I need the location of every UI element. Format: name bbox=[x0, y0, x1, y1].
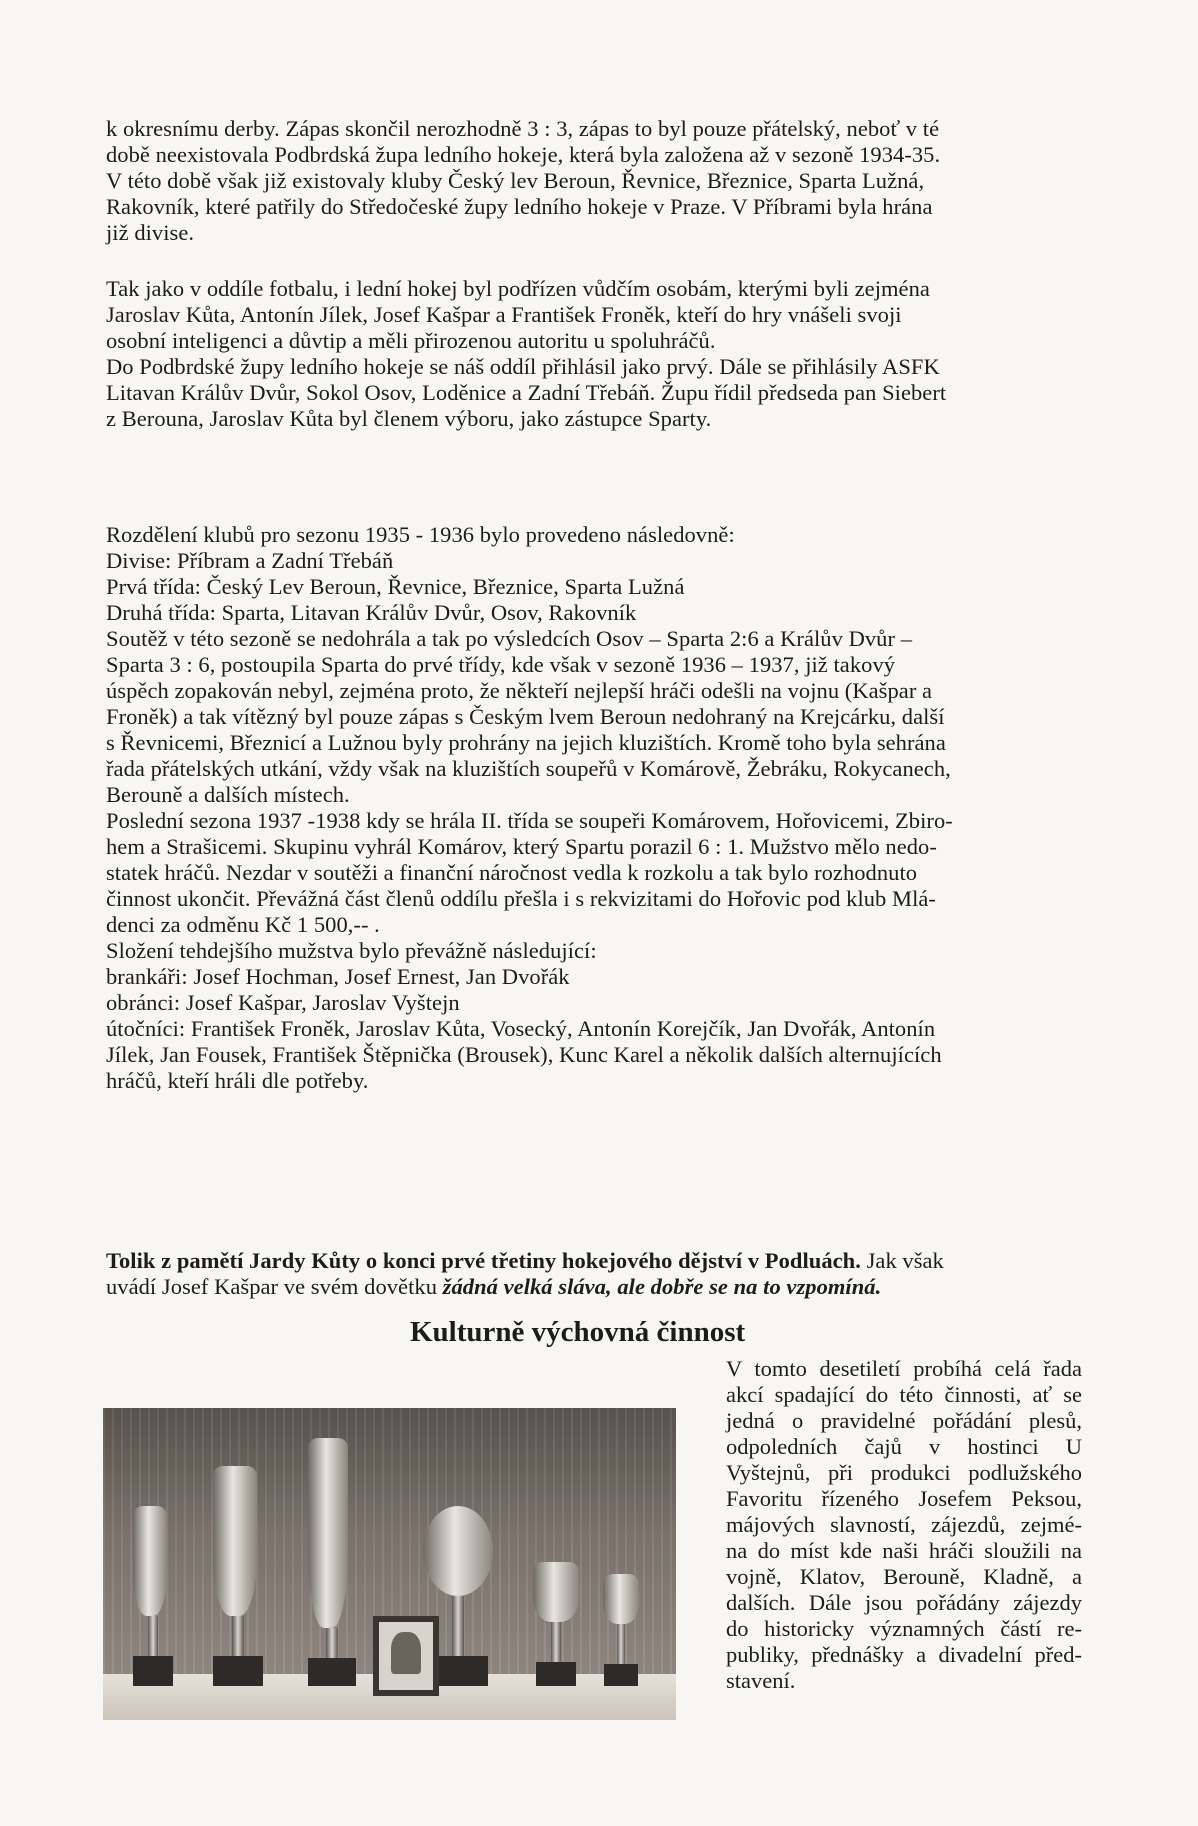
text-line bbox=[106, 1248, 1082, 1274]
trophy-image bbox=[603, 1574, 639, 1686]
text-line: řada přátelských utkání, vždy však na kluzištích soupeřů v Komárově, Žebráku, Rokycanech, bbox=[106, 756, 951, 781]
text-line: na do míst kde naši hráči sloužili na bbox=[726, 1538, 1082, 1563]
text-line: Froněk) a tak vítězný byl pouze zápas s Českým lvem Beroun nedohraný na Krejcárku, další bbox=[106, 704, 945, 729]
text-line: hem a Strašicemi. Skupinu vyhrál Komárov, který Spartu porazil 6 : 1. Mužstvo mělo nedo- bbox=[106, 834, 937, 859]
paragraph-intro bbox=[106, 116, 1082, 246]
text-line: Berouně a dalších místech. bbox=[106, 782, 350, 807]
text-line: Vyštejnů, při produkci podlužského bbox=[726, 1460, 1082, 1485]
closing-text: uvádí Josef Kašpar ve svém dovětku bbox=[106, 1274, 443, 1299]
text-line: Sparta 3 : 6, postoupila Sparta do prvé třídy, kde však v sezoně 1936 – 1937, již takový bbox=[106, 652, 896, 677]
text-line: obránci: Josef Kašpar, Jaroslav Vyštejn bbox=[106, 990, 460, 1015]
section-title: Kulturně výchovná činnost bbox=[410, 1316, 746, 1348]
text-line: době neexistovala Podbrdská župa ledního hokeje, která byla založena až v sezoně 1934-35. bbox=[106, 142, 941, 167]
text-line: denci za odměnu Kč 1 500,-- . bbox=[106, 912, 380, 937]
text-line: akcí spadající do této činnosti, ať se bbox=[726, 1382, 1082, 1407]
text-line: útočníci: František Froněk, Jaroslav Kůta, Vosecký, Antonín Korejčík, Jan Dvořák, Antonín bbox=[106, 1016, 936, 1041]
text-line: hráčů, kteří hráli dle potřeby. bbox=[106, 1068, 369, 1093]
text-line: Rozdělení klubů pro sezonu 1935 - 1936 bylo provedeno následovně: bbox=[106, 522, 735, 547]
text-line: k okresnímu derby. Zápas skončil nerozhodně 3 : 3, zápas to byl pouze přátelský, neboť v té bbox=[106, 116, 940, 141]
text-line: brankáři: Josef Hochman, Josef Ernest, Jan Dvořák bbox=[106, 964, 570, 989]
text-line: stavení. bbox=[726, 1668, 796, 1693]
text-line: úspěch zopakován nebyl, zejména proto, že někteří nejlepší hráči odešli na vojnu (Kašpar a bbox=[106, 678, 933, 703]
paragraph-leaders bbox=[106, 276, 1082, 432]
text-line: Litavan Králův Dvůr, Sokol Osov, Loděnice a Zadní Třebáň. Župu řídil předseda pan Siebert bbox=[106, 380, 947, 405]
text-line: publiky, přednášky a divadelní před- bbox=[726, 1642, 1082, 1667]
trophy-image bbox=[213, 1466, 263, 1686]
text-line: odpoledních čajů v hostinci U bbox=[726, 1434, 1082, 1459]
paragraph-seasons bbox=[106, 522, 1082, 1094]
text-line: činnost ukončit. Převážná část členů oddílu přešla i s rekvizitami do Hořovic pod klub Mlá- bbox=[106, 886, 936, 911]
closing-bold-lead: Tolik z pamětí Jardy Kůty o konci prvé třetiny hokejového dějství v Podluách. bbox=[106, 1248, 861, 1273]
text-line: jedná o pravidelné pořádání plesů, bbox=[726, 1408, 1082, 1433]
text-line: V této době však již existovaly kluby Český lev Beroun, Řevnice, Březnice, Sparta Lužná, bbox=[106, 168, 925, 193]
text-line: V tomto desetiletí probíhá celá řada bbox=[726, 1356, 1082, 1381]
section-body bbox=[726, 1356, 1082, 1694]
text-line: do historicky významných částí re- bbox=[726, 1616, 1082, 1641]
text-line: Rakovník, které patřily do Středočeské župy ledního hokeje v Praze. V Příbrami byla hrána bbox=[106, 194, 933, 219]
text-line: vojně, Klatov, Berouně, Kladně, a bbox=[726, 1564, 1082, 1589]
framed-portrait bbox=[373, 1616, 439, 1696]
text-line: Soutěž v této sezoně se nedohrála a tak po výsledcích Osov – Sparta 2:6 a Králův Dvůr – bbox=[106, 626, 912, 651]
text-line: Složení tehdejšího mužstva bylo převážně následující: bbox=[106, 938, 597, 963]
text-line: Jílek, Jan Fousek, František Štěpnička (Brousek), Kunc Karel a několik dalších alternujících bbox=[106, 1042, 942, 1067]
text-line: osobní inteligenci a důvtip a měli přirozenou autoritu u spoluhráčů. bbox=[106, 328, 716, 353]
closing-quote: žádná velká sláva, ale dobře se na to vzpomíná. bbox=[442, 1274, 882, 1299]
text-line: statek hráčů. Nezdar v soutěži a finanční náročnost vedla k rozkolu a tak bylo rozhodnuto bbox=[106, 860, 918, 885]
text-line: Favoritu řízeného Josefem Peksou, bbox=[726, 1486, 1082, 1511]
text-line bbox=[106, 1274, 1082, 1300]
paragraph-closing bbox=[106, 1248, 1082, 1300]
closing-text: Jak však bbox=[860, 1248, 944, 1273]
text-line: z Berouna, Jaroslav Kůta byl členem výboru, jako zástupce Sparty. bbox=[106, 406, 712, 431]
text-line: Do Podbrdské župy ledního hokeje se náš oddíl přihlásil jako prvý. Dále se přihlásily ASFK bbox=[106, 354, 940, 379]
trophy-image bbox=[133, 1506, 173, 1686]
text-line: Poslední sezona 1937 -1938 kdy se hrála II. třída se soupeři Komárovem, Hořovicemi, Zbiro- bbox=[106, 808, 953, 833]
trophy-image bbox=[533, 1562, 579, 1686]
text-line: dalších. Dále jsou pořádány zájezdy bbox=[726, 1590, 1082, 1615]
text-line: již divise. bbox=[106, 220, 195, 245]
text-line: Divise: Příbram a Zadní Třebáň bbox=[106, 548, 394, 573]
text-line: májových slavností, zájezdů, zejmé- bbox=[726, 1512, 1082, 1537]
text-line: s Řevnicemi, Březnicí a Lužnou byly prohrány na jejich kluzištích. Kromě toho byla sehrána bbox=[106, 730, 946, 755]
text-line: Prvá třída: Český Lev Beroun, Řevnice, Březnice, Sparta Lužná bbox=[106, 574, 685, 599]
text-line: Jaroslav Kůta, Antonín Jílek, Josef Kašpar a František Froněk, kteří do hry vnášeli svoji bbox=[106, 302, 902, 327]
trophy-collection-photo bbox=[103, 1408, 676, 1720]
text-line: Druhá třída: Sparta, Litavan Králův Dvůr, Osov, Rakovník bbox=[106, 600, 637, 625]
trophy-image bbox=[308, 1438, 356, 1686]
text-line: Tak jako v oddíle fotbalu, i lední hokej byl podřízen vůdčím osobám, kterými byli zejména bbox=[106, 276, 930, 301]
